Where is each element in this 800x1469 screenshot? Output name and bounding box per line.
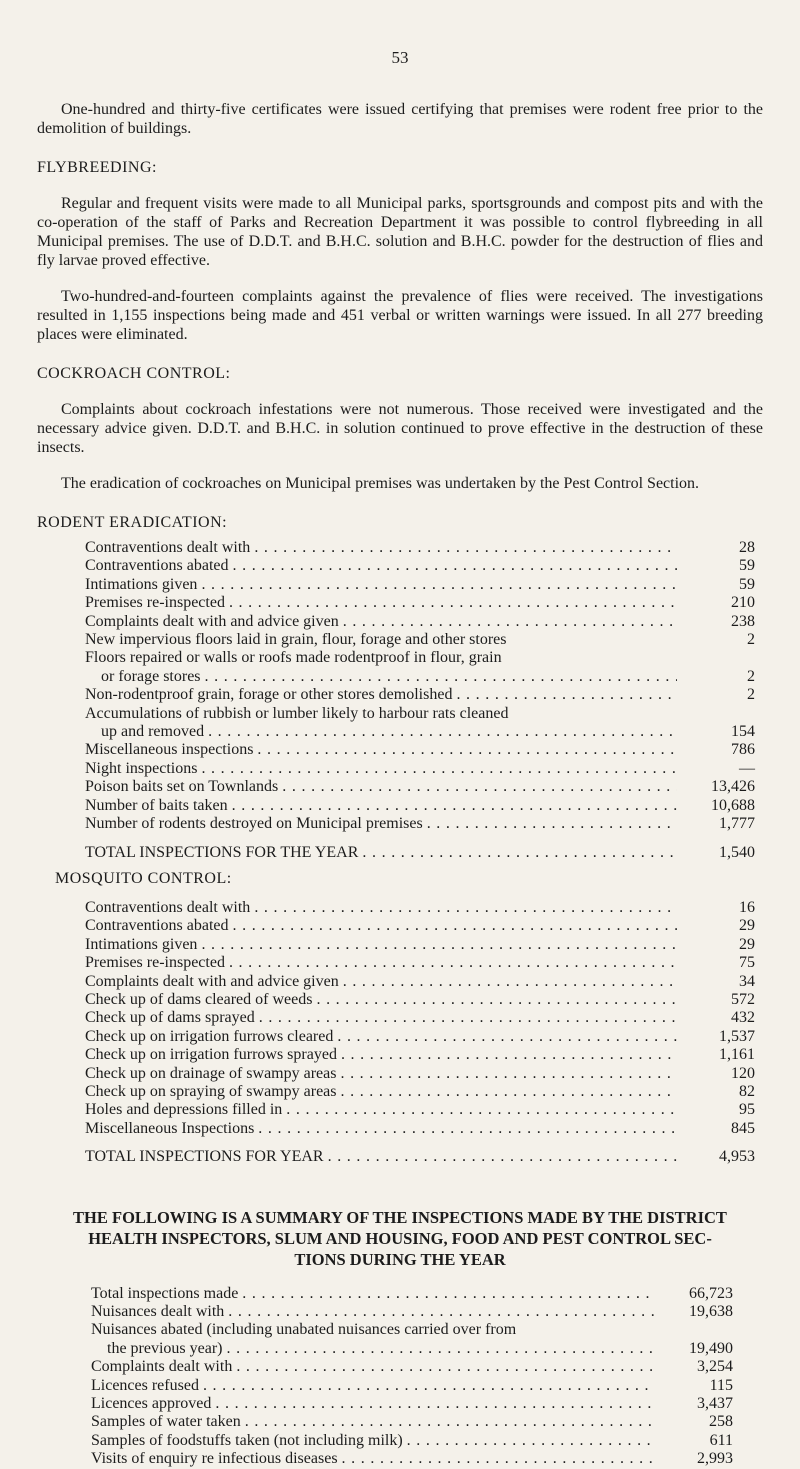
summary-title-line-2: HEALTH INSPECTORS, SLUM AND HOUSING, FOOD AND PEST CONTROL SEC-	[88, 1228, 712, 1248]
ledger-row	[85, 760, 755, 778]
ledger-label-continued: or forage stores . . .	[85, 668, 677, 686]
mosquito-total-row	[85, 1148, 755, 1166]
ledger-value: 572	[731, 990, 755, 1008]
ledger-label: Check up on drainage of swampy areas . . .	[85, 1065, 677, 1083]
ledger-label: Nuisances dealt with . . .	[91, 1303, 655, 1321]
ledger-value: 29	[739, 917, 755, 935]
ledger-value: —	[739, 759, 755, 777]
ledger-row	[85, 797, 755, 815]
ledger-row-continued	[85, 723, 755, 741]
rodent-total-row	[85, 844, 755, 862]
ledger-row	[85, 917, 755, 935]
ledger-label: Night inspections . . .	[85, 760, 677, 778]
ledger-row	[85, 899, 755, 917]
ledger-value: 845	[731, 1119, 755, 1137]
ledger-row	[85, 1120, 755, 1138]
ledger-value: 2	[747, 631, 755, 649]
ledger-row	[85, 686, 755, 704]
ledger-value: 3,254	[697, 1358, 733, 1376]
ledger-value: 19,490	[689, 1339, 733, 1357]
ledger-value: 238	[731, 612, 755, 630]
mosquito-total-label: TOTAL INSPECTIONS FOR YEAR . . .	[85, 1148, 677, 1166]
ledger-label: Check up on irrigation furrows sprayed . . .	[85, 1046, 677, 1064]
ledger-row	[85, 1046, 755, 1064]
ledger-label: Poison baits set on Townlands . . .	[85, 778, 677, 796]
ledger-row	[85, 778, 755, 796]
ledger-row	[85, 1028, 755, 1046]
ledger-label: Check up on spraying of swampy areas . . .	[85, 1083, 677, 1101]
ledger-label: Premises re-inspected . . .	[85, 594, 677, 612]
ledger-value: 95	[739, 1101, 755, 1119]
ledger-row	[91, 1377, 733, 1395]
ledger-row	[91, 1358, 733, 1376]
ledger-value: 34	[739, 972, 755, 990]
ledger-value: 13,426	[711, 778, 755, 796]
ledger-row	[85, 1065, 755, 1083]
rodent-total-label: TOTAL INSPECTIONS FOR THE YEAR . . .	[85, 844, 677, 862]
ledger-label: Intimations given . . .	[85, 576, 677, 594]
ledger-label: Licences refused . . .	[91, 1377, 655, 1395]
ledger-label: Check up of dams cleared of weeds . . .	[85, 991, 677, 1009]
ledger-value: 154	[731, 723, 755, 741]
mosquito-total-value: 4,953	[719, 1148, 755, 1166]
ledger-label: Number of rodents destroyed on Municipal premises . . .	[85, 815, 677, 833]
ledger-value: 115	[709, 1376, 733, 1394]
flybreeding-paragraph-2: Two-hundred-and-fourteen complaints against the prevalence of flies were received. The investigations resulted in 1,155 inspections being made and 451 verbal or written warnings were issued. In all 277 breeding places were eliminated.	[37, 288, 763, 343]
ledger-label: Nuisances abated (including unabated nuisances carried over from	[91, 1321, 517, 1339]
ledger-label: Licences approved . . .	[91, 1395, 655, 1413]
ledger-value: 28	[739, 539, 755, 556]
ledger-label: Total inspections made . . .	[91, 1285, 655, 1303]
summary-title-line-1: THE FOLLOWING IS A SUMMARY OF THE INSPECTIONS MADE BY THE DISTRICT	[73, 1207, 727, 1227]
ledger-row	[91, 1413, 733, 1431]
summary-ledger	[91, 1285, 733, 1469]
ledger-label: Floors repaired or walls or roofs made rodentproof in flour, grain	[85, 649, 502, 667]
ledger-value: 82	[739, 1082, 755, 1100]
ledger-row	[85, 705, 755, 723]
ledger-label: Intimations given . . .	[85, 936, 677, 954]
mosquito-ledger	[85, 899, 755, 1167]
ledger-value: 19,638	[689, 1303, 733, 1320]
cockroach-paragraph-2: The eradication of cockroaches on Municipal premises was undertaken by the Pest Control Section.	[61, 475, 700, 492]
page-body	[37, 100, 763, 1469]
ledger-label-continued: the previous year) . . .	[91, 1340, 655, 1358]
ledger-row	[85, 539, 755, 557]
ledger-row	[85, 954, 755, 972]
ledger-row	[85, 741, 755, 759]
ledger-row	[91, 1285, 733, 1303]
ledger-row	[85, 613, 755, 631]
ledger-label: Check up on irrigation furrows cleared . . .	[85, 1028, 677, 1046]
ledger-label: Contraventions abated . . .	[85, 557, 677, 575]
ledger-label: Miscellaneous Inspections . . .	[85, 1120, 677, 1138]
intro-paragraph: One-hundred and thirty-five certificates were issued certifying that premises were rodent free prior to the demolition of buildings.	[37, 101, 763, 137]
ledger-label: Number of baits taken . . .	[85, 797, 677, 815]
ledger-label-continued: up and removed . . .	[85, 723, 677, 741]
ledger-row	[85, 991, 755, 1009]
ledger-value: 2	[747, 686, 755, 704]
ledger-value: 1,537	[719, 1027, 755, 1045]
ledger-row	[85, 936, 755, 954]
cockroach-paragraph-1: Complaints about cockroach infestations were not numerous. Those received were investigated and the necessary advice given. D.D.T. and B.H.C. in solution continued to prove effective in the destruction of these insects.	[37, 401, 763, 456]
ledger-label: Contraventions abated . . .	[85, 917, 677, 935]
ledger-row	[85, 1009, 755, 1027]
ledger-value: 2,993	[697, 1450, 733, 1468]
ledger-label: Check up of dams sprayed . . .	[85, 1009, 677, 1027]
ledger-row	[85, 557, 755, 575]
ledger-value: 59	[739, 575, 755, 593]
ledger-value: 29	[739, 935, 755, 953]
ledger-row-continued	[91, 1340, 733, 1358]
ledger-row	[91, 1303, 733, 1321]
ledger-value: 75	[739, 954, 755, 972]
ledger-label: Complaints dealt with and advice given . . .	[85, 973, 677, 991]
ledger-row	[85, 649, 755, 667]
ledger-label: Complaints dealt with and advice given . . .	[85, 613, 677, 631]
ledger-label: Accumulations of rubbish or lumber likely to harbour rats cleaned	[85, 704, 509, 722]
ledger-row	[91, 1321, 733, 1339]
ledger-row	[85, 576, 755, 594]
rodent-total-value: 1,540	[719, 843, 755, 861]
ledger-label: Premises re-inspected . . .	[85, 954, 677, 972]
ledger-value: 59	[739, 557, 755, 575]
mosquito-heading: MOSQUITO CONTROL:	[55, 869, 232, 887]
ledger-row	[91, 1450, 733, 1468]
ledger-label: Complaints dealt with . . .	[91, 1358, 655, 1376]
ledger-row	[85, 1083, 755, 1101]
ledger-value: 611	[709, 1431, 733, 1449]
summary-title-line-3: TIONS DURING THE YEAR	[294, 1249, 506, 1269]
ledger-row	[85, 594, 755, 612]
ledger-row	[85, 631, 755, 649]
ledger-label: New impervious floors laid in grain, flour, forage and other stores	[85, 631, 507, 649]
ledger-row-continued	[85, 668, 755, 686]
ledger-value: 2	[747, 667, 755, 685]
ledger-value: 1,777	[719, 815, 755, 833]
ledger-label: Visits of enquiry re infectious diseases . . .	[91, 1450, 655, 1468]
flybreeding-heading: FLYBREEDING:	[37, 159, 157, 176]
ledger-row	[91, 1432, 733, 1450]
page-number: 53	[391, 48, 409, 67]
ledger-value: 432	[731, 1009, 755, 1027]
rodent-heading: RODENT ERADICATION:	[37, 514, 228, 531]
ledger-label: Contraventions dealt with . . .	[85, 539, 677, 557]
ledger-label: Samples of foodstuffs taken (not including milk) . . .	[91, 1432, 655, 1450]
ledger-row	[85, 973, 755, 991]
ledger-label: Samples of water taken . . .	[91, 1413, 655, 1431]
ledger-row	[85, 1101, 755, 1119]
ledger-value: 1,161	[719, 1046, 755, 1064]
ledger-label: Miscellaneous inspections . . .	[85, 741, 677, 759]
ledger-row	[91, 1395, 733, 1413]
cockroach-heading: COCKROACH CONTROL:	[37, 365, 231, 382]
ledger-label: Contraventions dealt with . . .	[85, 899, 677, 917]
rodent-ledger	[85, 539, 755, 862]
ledger-value: 120	[731, 1064, 755, 1082]
flybreeding-paragraph-1: Regular and frequent visits were made to all Municipal parks, sportsgrounds and compost pits and with the co-operation of the staff of Parks and Recreation Department it was possible to control flybreeding in all Municipal premises. The use of D.D.T. and B.H.C. solution and B.H.C. powder for the destruction of flies and fly larvae proved effective.	[37, 195, 763, 269]
ledger-value: 3,437	[697, 1395, 733, 1413]
ledger-label: Holes and depressions filled in . . .	[85, 1101, 677, 1119]
ledger-value: 210	[731, 594, 755, 612]
ledger-value: 66,723	[689, 1284, 733, 1302]
ledger-row	[85, 815, 755, 833]
ledger-value: 16	[739, 898, 755, 916]
ledger-value: 258	[709, 1413, 733, 1431]
ledger-value: 786	[731, 741, 755, 759]
ledger-value: 10,688	[711, 796, 755, 814]
ledger-label: Non-rodentproof grain, forage or other stores demolished . . .	[85, 686, 677, 704]
